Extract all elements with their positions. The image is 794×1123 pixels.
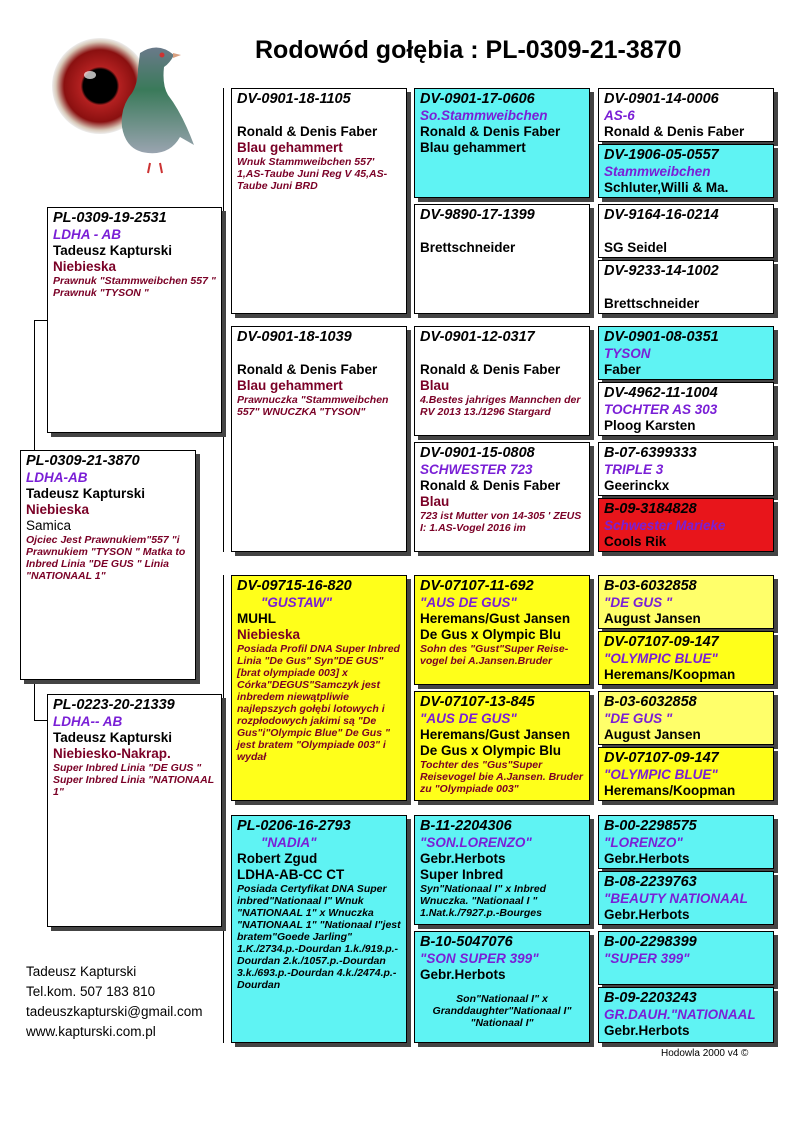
owner: Ronald & Denis Faber [237,124,378,139]
bird-color: Niebieska [53,259,117,274]
pedigree-sd[interactable] [231,326,407,552]
bird-color: Blau [420,378,450,393]
pedigree-g11[interactable] [598,691,774,745]
owner: Ronald & Denis Faber [237,362,378,377]
bird-color: Blau [420,494,450,509]
owner: Brettschneider [420,240,516,255]
ring-number: DV-0901-14-0006 [604,91,719,107]
bird-name: GR.DAUH."NATIONAAL [604,1007,756,1022]
bird-color: Niebieska [237,627,301,642]
owner: August Jansen [604,727,701,742]
notes: Wnuk Stammweibchen 557' 1,AS-Taube Juni Reg V 45,AS-Taube Juni BRD [237,156,388,192]
pedigree-ddd[interactable] [414,931,590,1043]
pedigree-dd[interactable] [231,815,407,1043]
pedigree-g15[interactable] [598,931,774,985]
owner: Gebr.Herbots [420,967,506,982]
footer-version: Hodowla 2000 v4 © [661,1048,749,1059]
owner: Faber [604,362,641,377]
bird-name: "LORENZO" [604,835,683,850]
bird-name: TOCHTER AS 303 [604,402,718,417]
owner: MUHL [237,611,276,626]
pedigree-ds[interactable] [231,575,407,801]
owner: Heremans/Gust Jansen [420,611,571,626]
ring-number: PL-0309-21-3870 [26,453,140,469]
ring-number: PL-0309-19-2531 [53,210,167,226]
pedigree-g9[interactable] [598,575,774,629]
pedigree-g5[interactable] [598,326,774,380]
ring-number: B-08-2239763 [604,874,697,890]
ring-number: B-09-2203243 [604,990,697,1006]
ring-number: DV-07107-09-147 [604,750,719,766]
owner: Cools Rik [604,534,667,549]
pedigree-ssd[interactable] [414,204,590,314]
pedigree-ss[interactable] [231,88,407,314]
pedigree-g4[interactable] [598,260,774,314]
ring-number: DV-09715-16-820 [237,578,352,594]
pedigree-sire[interactable] [47,207,222,433]
ring-number: B-07-6399333 [604,445,697,461]
ring-number: B-00-2298575 [604,818,697,834]
bird-name: "NADIA" [261,835,317,850]
breeder-name: Tadeusz Kapturski [26,964,137,979]
breeder-website[interactable]: www.kapturski.com.pl [26,1024,156,1039]
bird-color: Super Inbred [420,867,504,882]
notes: 4.Bestes jahriges Mannchen der RV 2013 13./1296 Stargard [420,394,581,418]
page-title: Rodowód gołębia : PL-0309-21-3870 [255,36,682,64]
notes: Posiada Certyfikat DNA Super inbred"Nationaal I" Wnuk "NATIONAAL 1" x Wnuczka "NATIONAAL 1" "Nationaal I"jest bratem"Goede Jarling" 1.K./2734.p.-Dourdan 1.k./919.p.-Dourdan 2.k./1057.p.-Dourdan 3.k./693.p.-Dourdan 4.k./2474.p.-Dourdan [237,883,401,991]
pedigree-g14[interactable] [598,871,774,925]
ring-number: B-03-6032858 [604,578,697,594]
pedigree-g6[interactable] [598,382,774,436]
ring-number: DV-4962-11-1004 [604,385,718,401]
owner: Heremans/Koopman [604,667,736,682]
bird-sex: Samica [26,518,72,533]
owner: Gebr.Herbots [604,907,690,922]
ring-number: DV-9233-14-1002 [604,263,719,279]
bird-name: "SON.LORENZO" [420,835,532,850]
notes: Prawnuk "Stammweibchen 557 " Prawnuk "TYSON " [53,275,216,299]
ring-number: PL-0206-16-2793 [237,818,351,834]
ring-number: DV-0901-17-0606 [420,91,535,107]
ring-number: DV-1906-05-0557 [604,147,719,163]
owner: Geerinckx [604,478,670,493]
notes: Son"Nationaal I" x Granddaughter"Nationaal I" "Nationaal I" [432,993,572,1029]
bird-name: "SUPER 399" [604,951,690,966]
bird-name [604,280,768,296]
notes: Sohn des "Gust"Super Reise- vogel bei A.Jansen.Bruder [420,643,569,667]
pedigree-subject[interactable] [20,450,196,680]
bird-name: "DE GUS " [604,595,673,610]
pedigree-g2[interactable] [598,144,774,198]
ring-number: B-10-5047076 [420,934,513,950]
owner: Gebr.Herbots [604,851,690,866]
bird-color: De Gus x Olympic Blu [420,627,562,642]
pedigree-g10[interactable] [598,631,774,685]
pedigree-sss[interactable] [414,88,590,198]
notes: Ojciec Jest Prawnukiem"557 "i Prawnukiem "TYSON " Matka to Inbred Linia "DE GUS " Linia "NATIONAAL 1" [26,534,186,582]
ring-number: DV-9164-16-0214 [604,207,719,223]
notes: Posiada Profil DNA Super Inbred Linia "De Gus" Syn"DE GUS" [brat olympiade 003] x Córka"DEGUS"Samczyk jest inbredem niewątpliwie najlepszych gołębi lotowych i rozpłodowych jakimi są "De Gus"i"Olympic Blue" De Gus " jest bratem "Olympiade 003" i wydał [237,643,400,763]
bird-name: "AUS DE GUS" [420,595,517,610]
owner: Ronald & Denis Faber [604,124,745,139]
breeder-phone: Tel.kom. 507 183 810 [26,984,156,999]
pedigree-g13[interactable] [598,815,774,869]
bird-name: "SON SUPER 399" [420,951,539,966]
bird-name [604,224,768,240]
ring-number: B-11-2204306 [420,818,512,834]
bird-name: LDHA-- AB [53,714,123,729]
owner: Tadeusz Kapturski [53,243,173,258]
owner: Tadeusz Kapturski [26,486,146,501]
pedigree-g12[interactable] [598,747,774,801]
owner: August Jansen [604,611,701,626]
notes: Prawnuczka "Stammweibchen 557" WNUCZKA "TYSON" [237,394,389,418]
tree-connector [223,575,224,1043]
pedigree-g1[interactable] [598,88,774,142]
ring-number: B-00-2298399 [604,934,697,950]
pedigree-g8[interactable] [598,498,774,552]
ring-number: DV-0901-18-1039 [237,329,352,345]
line-info: LDHA-AB-CC CT [237,867,345,882]
tree-connector [223,88,224,552]
bird-name: TYSON [604,346,651,361]
notes: 723 ist Mutter von 14-305 ' ZEUS I: 1.AS-Vogel 2016 im [420,510,582,534]
pedigree-dss[interactable] [414,575,590,685]
ring-number: DV-0901-18-1105 [237,91,351,107]
owner: Tadeusz Kapturski [53,730,173,745]
ring-number: DV-0901-08-0351 [604,329,719,345]
breeder-contact [26,962,203,1042]
pedigree-g7[interactable] [598,442,774,496]
ring-number: DV-9890-17-1399 [420,207,535,223]
pedigree-dam[interactable] [47,694,222,927]
owner: Schluter,Willi & Ma. [604,180,729,195]
tree-connector [34,720,47,721]
bird-name: So.Stammweibchen [420,108,548,123]
bird-color: Blau gehammert [237,378,343,393]
ring-number: B-03-6032858 [604,694,697,710]
ring-number: DV-07107-13-845 [420,694,535,710]
bird-name: Schwester Marieke [604,518,726,533]
pedigree-dsd[interactable] [414,691,590,801]
owner: Heremans/Gust Jansen [420,727,571,742]
owner: Gebr.Herbots [420,851,506,866]
pedigree-sds[interactable] [414,326,590,436]
bird-color: Blau gehammert [420,140,526,155]
owner: SG Seidel [604,240,668,255]
owner: Robert Zgud [237,851,318,866]
ring-number: DV-07107-09-147 [604,634,719,650]
bird-color: Niebiesko-Nakrap. [53,746,171,761]
bird-name: "GUSTAW" [261,595,333,610]
pigeon-eye-logo [50,33,200,188]
bird-name: "OLYMPIC BLUE" [604,651,718,666]
ring-number: DV-0901-15-0808 [420,445,535,461]
bird-name: SCHWESTER 723 [420,462,533,477]
owner: Ronald & Denis Faber [420,124,561,139]
bird-name: LDHA - AB [53,227,121,242]
pedigree-dds[interactable] [414,815,590,925]
bird-color: Blau gehammert [237,140,343,155]
ring-number: DV-0901-12-0317 [420,329,535,345]
ring-number: B-09-3184828 [604,501,697,517]
owner: Ronald & Denis Faber [420,362,561,377]
owner: Ronald & Denis Faber [420,478,561,493]
owner: Brettschneider [604,296,700,311]
notes: Super Inbred Linia "DE GUS " Super Inbred Linia "NATIONAAL 1" [53,762,214,798]
pedigree-g16[interactable] [598,987,774,1043]
owner: Heremans/Koopman [604,783,736,798]
pedigree-g3[interactable] [598,204,774,258]
bird-name: LDHA-AB [26,470,88,485]
ring-number: DV-07107-11-692 [420,578,534,594]
bird-name: "OLYMPIC BLUE" [604,767,718,782]
pedigree-sdd[interactable] [414,442,590,552]
bird-name: "AUS DE GUS" [420,711,517,726]
bird-name: TRIPLE 3 [604,462,664,477]
bird-name: "BEAUTY NATIONAAL [604,891,748,906]
notes: Tochter des "Gus"Super Reisevogel bie A.Jansen. Bruder zu "Olympiade 003" [420,759,584,795]
bird-color: Niebieska [26,502,90,517]
bird-name: AS-6 [604,108,635,123]
bird-name: "DE GUS " [604,711,673,726]
owner: Ploog Karsten [604,418,696,433]
owner: Gebr.Herbots [604,1023,690,1038]
notes: Syn"Nationaal I" x Inbred Wnuczka. "Nationaal I " 1.Nat.k./7927.p.-Bourges [420,883,547,919]
bird-name: Stammweibchen [604,164,711,179]
bird-color: De Gus x Olympic Blu [420,743,562,758]
tree-connector [34,320,47,321]
breeder-email[interactable]: tadeuszkapturski@gmail.com [26,1004,203,1019]
ring-number: PL-0223-20-21339 [53,697,175,713]
